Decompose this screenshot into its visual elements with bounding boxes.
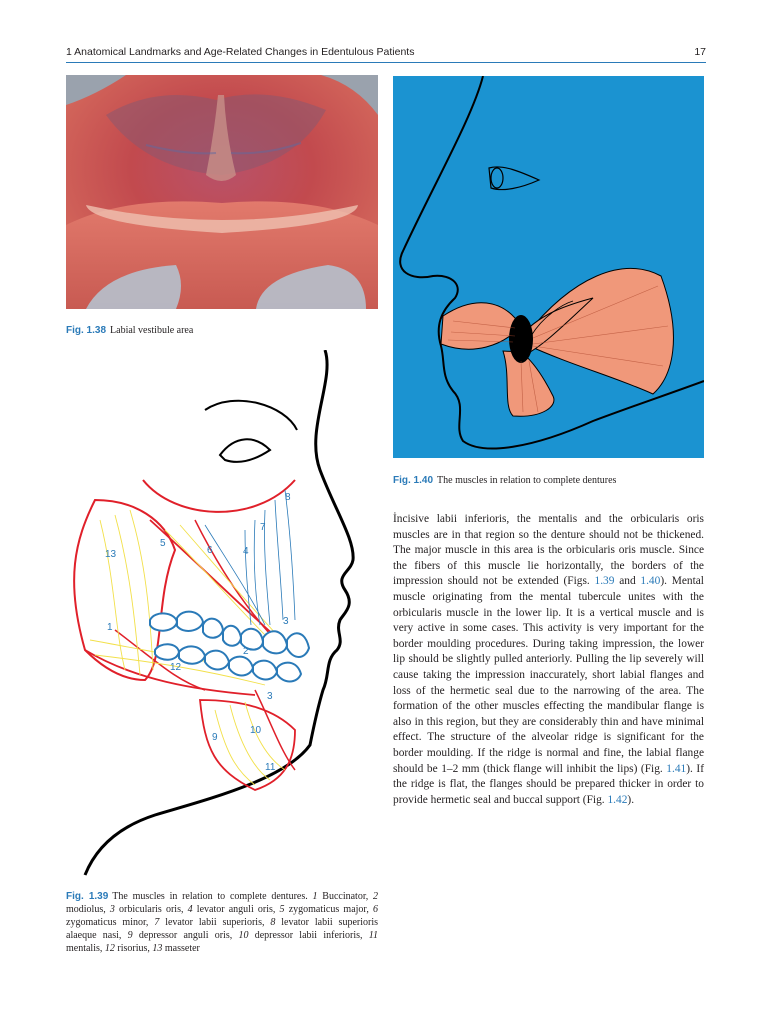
fig-1-38-caption xyxy=(66,324,378,337)
caption-intro: The muscles in relation to complete dentures. xyxy=(112,891,308,902)
text-run: İncisive labii inferioris, the mentalis and the orbicularis oris muscles are in that region so the denture should not be thickened. The major muscle in this area is the orbicularis oris muscle. Since the fibers of this muscle lie horizontally, the borders of the impression should not be extended (Figs. xyxy=(393,513,704,588)
text-run: ). If the ridge is flat, the flanges should be prepared thicker in order to provide hermetic seal and buccal support (Fig. xyxy=(393,762,704,806)
diagram-number: 1 xyxy=(107,622,113,633)
figure-reference-link[interactable]: 1.40 xyxy=(640,575,661,588)
diagram-number: 10 xyxy=(250,725,262,736)
legend-muscle-name: levator anguli oris, xyxy=(192,904,280,915)
muscle-anatomy-diagram xyxy=(55,350,365,880)
fig-label: Fig. 1.40 xyxy=(393,475,434,486)
legend-muscle-name: orbicularis oris, xyxy=(114,904,188,915)
text-run: and xyxy=(614,575,641,588)
header-rule xyxy=(66,62,706,63)
running-header xyxy=(66,44,706,60)
legend-number: 7 xyxy=(154,917,160,928)
text-run: ). xyxy=(627,793,635,806)
diagram-number: 8 xyxy=(285,492,291,503)
diagram-number: 12 xyxy=(170,662,182,673)
diagram-number: 6 xyxy=(207,545,213,556)
legend-number: 12 xyxy=(104,943,115,954)
diagram-number: 11 xyxy=(265,762,276,773)
body-paragraph xyxy=(393,512,704,808)
fig-label: Fig. 1.38 xyxy=(66,325,107,336)
muscles-dentures-diagram xyxy=(393,76,704,458)
diagram-number: 5 xyxy=(160,538,166,549)
legend-number: 9 xyxy=(127,930,133,941)
legend-muscle-name: modiolus, xyxy=(66,904,110,915)
diagram-number: 3 xyxy=(283,616,289,627)
figure-reference-link[interactable]: 1.39 xyxy=(594,575,615,588)
page-number: 17 xyxy=(694,46,706,58)
labial-vestibule-photo xyxy=(66,75,378,309)
diagram-number: 4 xyxy=(243,546,249,557)
legend-number: 1 xyxy=(312,891,318,902)
legend-muscle-name: zygomaticus minor, xyxy=(66,917,155,928)
legend-muscle-name: depressor anguli oris, xyxy=(132,930,239,941)
legend-muscle-name: mentalis, xyxy=(66,943,105,954)
diagram-number: 2 xyxy=(243,646,249,657)
fig-label: Fig. 1.39 xyxy=(66,891,109,902)
legend-number: 6 xyxy=(373,904,378,915)
fig-1-40-caption xyxy=(393,474,704,487)
text-run: ). Mental muscle originating from the mental tubercule unites with the orbicularis muscle in the lower lip. It is a vertical muscle and is very active in some cases. This activity is very important for the border moulding procedures. During taking impression, the lower lip should be slightly pulled anteriorly. Pulling the lip severely will cause taking the impression inaccurately, short labial flanges and loss of the hermetic seal due to the narrowing of the area. The formation of the other muscles effecting the mandibular flange is also in this region, but they are considerably thin and have minimal effect. The structure of the alveolar ridge is significant for the border moulding. If the ridge is normal and fine, the labial flange should be 1–2 mm (thick flange will inhibit the lips) (Fig. xyxy=(393,575,704,775)
legend-number: 4 xyxy=(187,904,193,915)
legend-muscle-name: depressor labii inferioris, xyxy=(248,930,369,941)
figure-reference-link[interactable]: 1.42 xyxy=(607,793,628,806)
legend-muscle-name: Buccinator, xyxy=(317,891,374,902)
figure-reference-link[interactable]: 1.41 xyxy=(666,762,687,775)
legend-number: 10 xyxy=(238,930,249,941)
legend-number: 5 xyxy=(279,904,285,915)
legend-muscle-name: levator labii superioris, xyxy=(159,917,271,928)
chapter-title: 1 Anatomical Landmarks and Age-Related Changes in Edentulous Patients xyxy=(66,46,415,58)
legend-muscle-name: masseter xyxy=(162,943,200,954)
caption-text: Labial vestibule area xyxy=(110,325,194,336)
caption-text: The muscles in relation to complete dentures xyxy=(437,475,617,486)
legend-number: 8 xyxy=(270,917,276,928)
legend-muscle-name: levator labii superioris alaeque nasi, xyxy=(66,917,378,941)
diagram-number: 9 xyxy=(212,732,218,743)
fig-1-39-caption xyxy=(66,890,378,955)
legend-number: 11 xyxy=(368,930,379,941)
legend-number: 3 xyxy=(109,904,115,915)
legend-number: 2 xyxy=(373,891,379,902)
diagram-number: 7 xyxy=(260,522,266,533)
diagram-number: 3 xyxy=(267,691,273,702)
diagram-number: 13 xyxy=(105,549,117,560)
legend-number: 13 xyxy=(152,943,163,954)
legend-muscle-name: risorius, xyxy=(114,943,153,954)
legend-muscle-name: zygomaticus major, xyxy=(284,904,373,915)
